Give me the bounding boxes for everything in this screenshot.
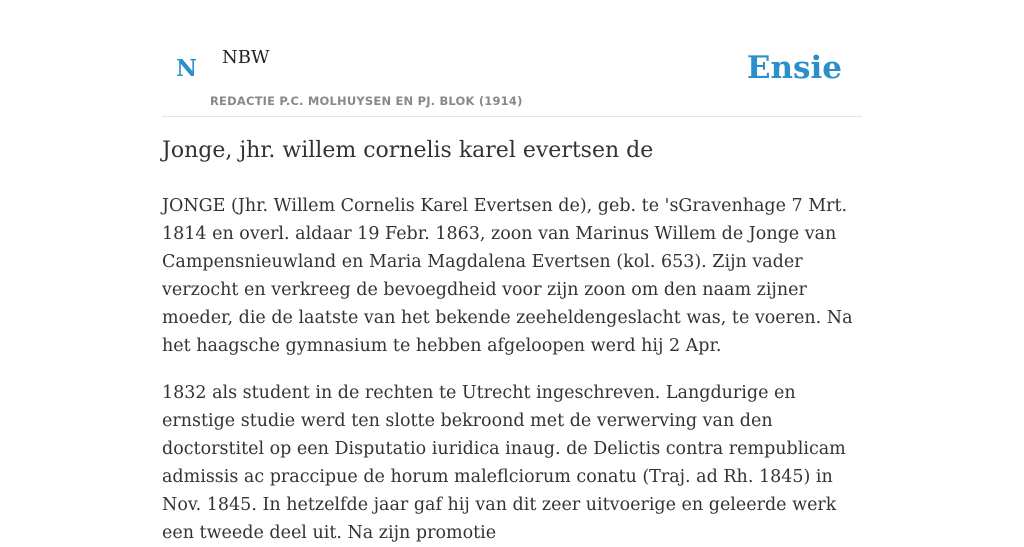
source-logo[interactable]: N [176,55,198,82]
source-subtitle: REDACTIE P.C. MOLHUYSEN EN PJ. BLOK (1914) [210,94,523,108]
page [162,0,862,543]
brand-logo-link[interactable]: Ensie [746,50,842,86]
article-paragraph: JONGE (Jhr. Willem Cornelis Karel Evertsen de), geb. te 'sGravenhage 7 Mrt. 1814 en overl. aldaar 19 Febr. 1863, zoon van Marinus Willem de Jonge van Campensnieuwland en Maria Magdalena Evertsen (kol. 653). Zijn vader verzocht en verkreeg de bevoegdheid voor zijn zoon om den naam zijner moeder, die de laatste van het bekende zeeheldengeslacht was, te voeren. Na het haagsche gymnasium te hebben afgeloopen werd hij 2 Apr. [162,196,853,356]
source-header [162,0,862,117]
source-title[interactable]: NBW [222,47,270,68]
article-title: Jonge, jhr. willem cornelis karel evertsen de [162,138,654,163]
article-paragraph: 1832 als student in de rechten te Utrecht ingeschreven. Langdurige en ernstige studie werd ten slotte bekroond met de verwerving van den doctorstitel op een Disputatio iuridica inaug. de Delictis contra rempublicam admissis ac praccipue de horum maleflciorum conatu (Traj. ad Rh. 1845) in Nov. 1845. In hetzelfde jaar gaf hij van dit zeer uitvoerige en geleerde werk een tweede deel uit. Na zijn promotie [162,383,846,543]
